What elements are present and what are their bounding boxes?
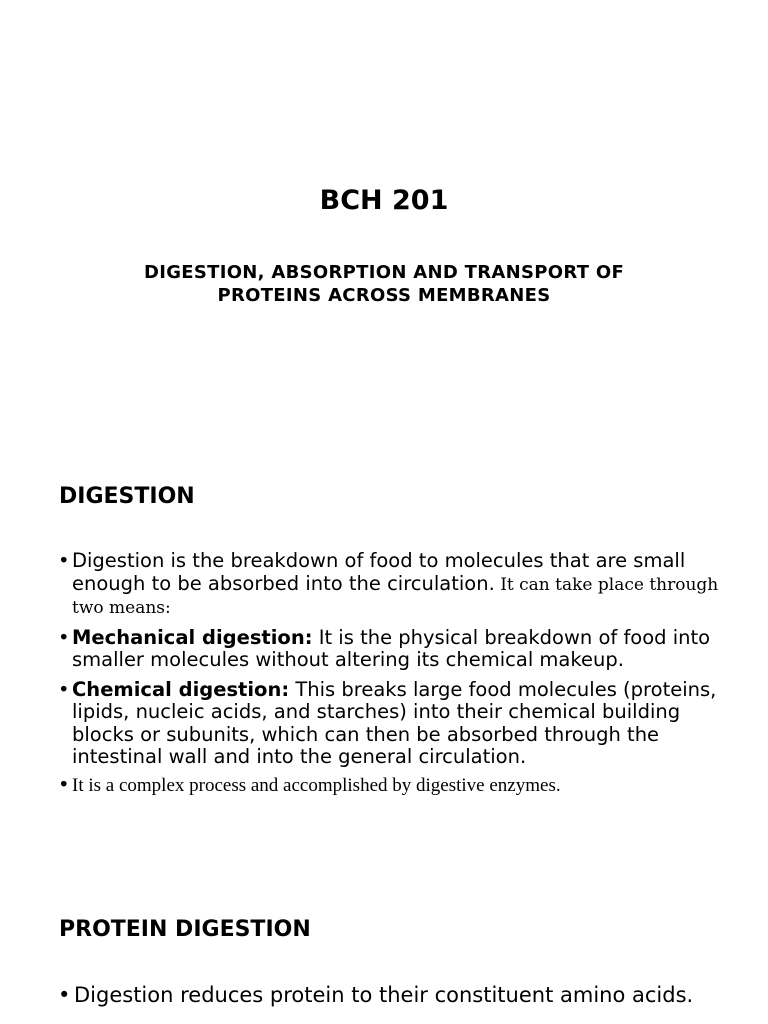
bullet-text-tail: It can take place through two means: bbox=[72, 574, 719, 618]
bullet-item bbox=[58, 627, 728, 672]
section-heading-protein-digestion: PROTEIN DIGESTION bbox=[59, 917, 311, 942]
slide-subtitle: DIGESTION, ABSORPTION AND TRANSPORT OF PROTEINS ACROSS MEMBRANES bbox=[143, 262, 625, 306]
bullet-text: It is a complex process and accomplished by digestive enzymes. bbox=[72, 774, 561, 796]
bullet-item bbox=[58, 984, 728, 1007]
bullet-text: Digestion reduces protein to their constituent amino acids. bbox=[74, 983, 694, 1007]
bullet-icon: • bbox=[58, 549, 70, 572]
bullet-item bbox=[58, 774, 728, 798]
protein-digestion-bullet-list bbox=[58, 984, 728, 1007]
bullet-icon: • bbox=[58, 772, 70, 796]
bullet-text: Digestion is the breakdown of food to molecules that are small enough to be absorbed into the circulation. bbox=[72, 549, 686, 595]
section-heading-digestion: DIGESTION bbox=[59, 484, 195, 509]
bullet-item bbox=[58, 679, 728, 769]
bullet-text: It is the physical breakdown of food into smaller molecules without altering its chemical makeup. bbox=[72, 625, 711, 671]
bullet-text: This breaks large food molecules (proteins, lipids, nucleic acids, and starches) into their chemical building blocks or subunits, which can then be absorbed through the intestinal wall and into the general circulation. bbox=[72, 677, 717, 768]
bullet-term: Chemical digestion: bbox=[72, 677, 290, 701]
bullet-icon: • bbox=[58, 625, 70, 649]
bullet-term: Mechanical digestion: bbox=[72, 625, 313, 649]
bullet-item bbox=[58, 550, 728, 620]
bullet-icon: • bbox=[58, 677, 70, 701]
digestion-bullet-list bbox=[58, 550, 728, 804]
bullet-icon: • bbox=[58, 983, 71, 1007]
slide-title: BCH 201 bbox=[319, 185, 449, 216]
